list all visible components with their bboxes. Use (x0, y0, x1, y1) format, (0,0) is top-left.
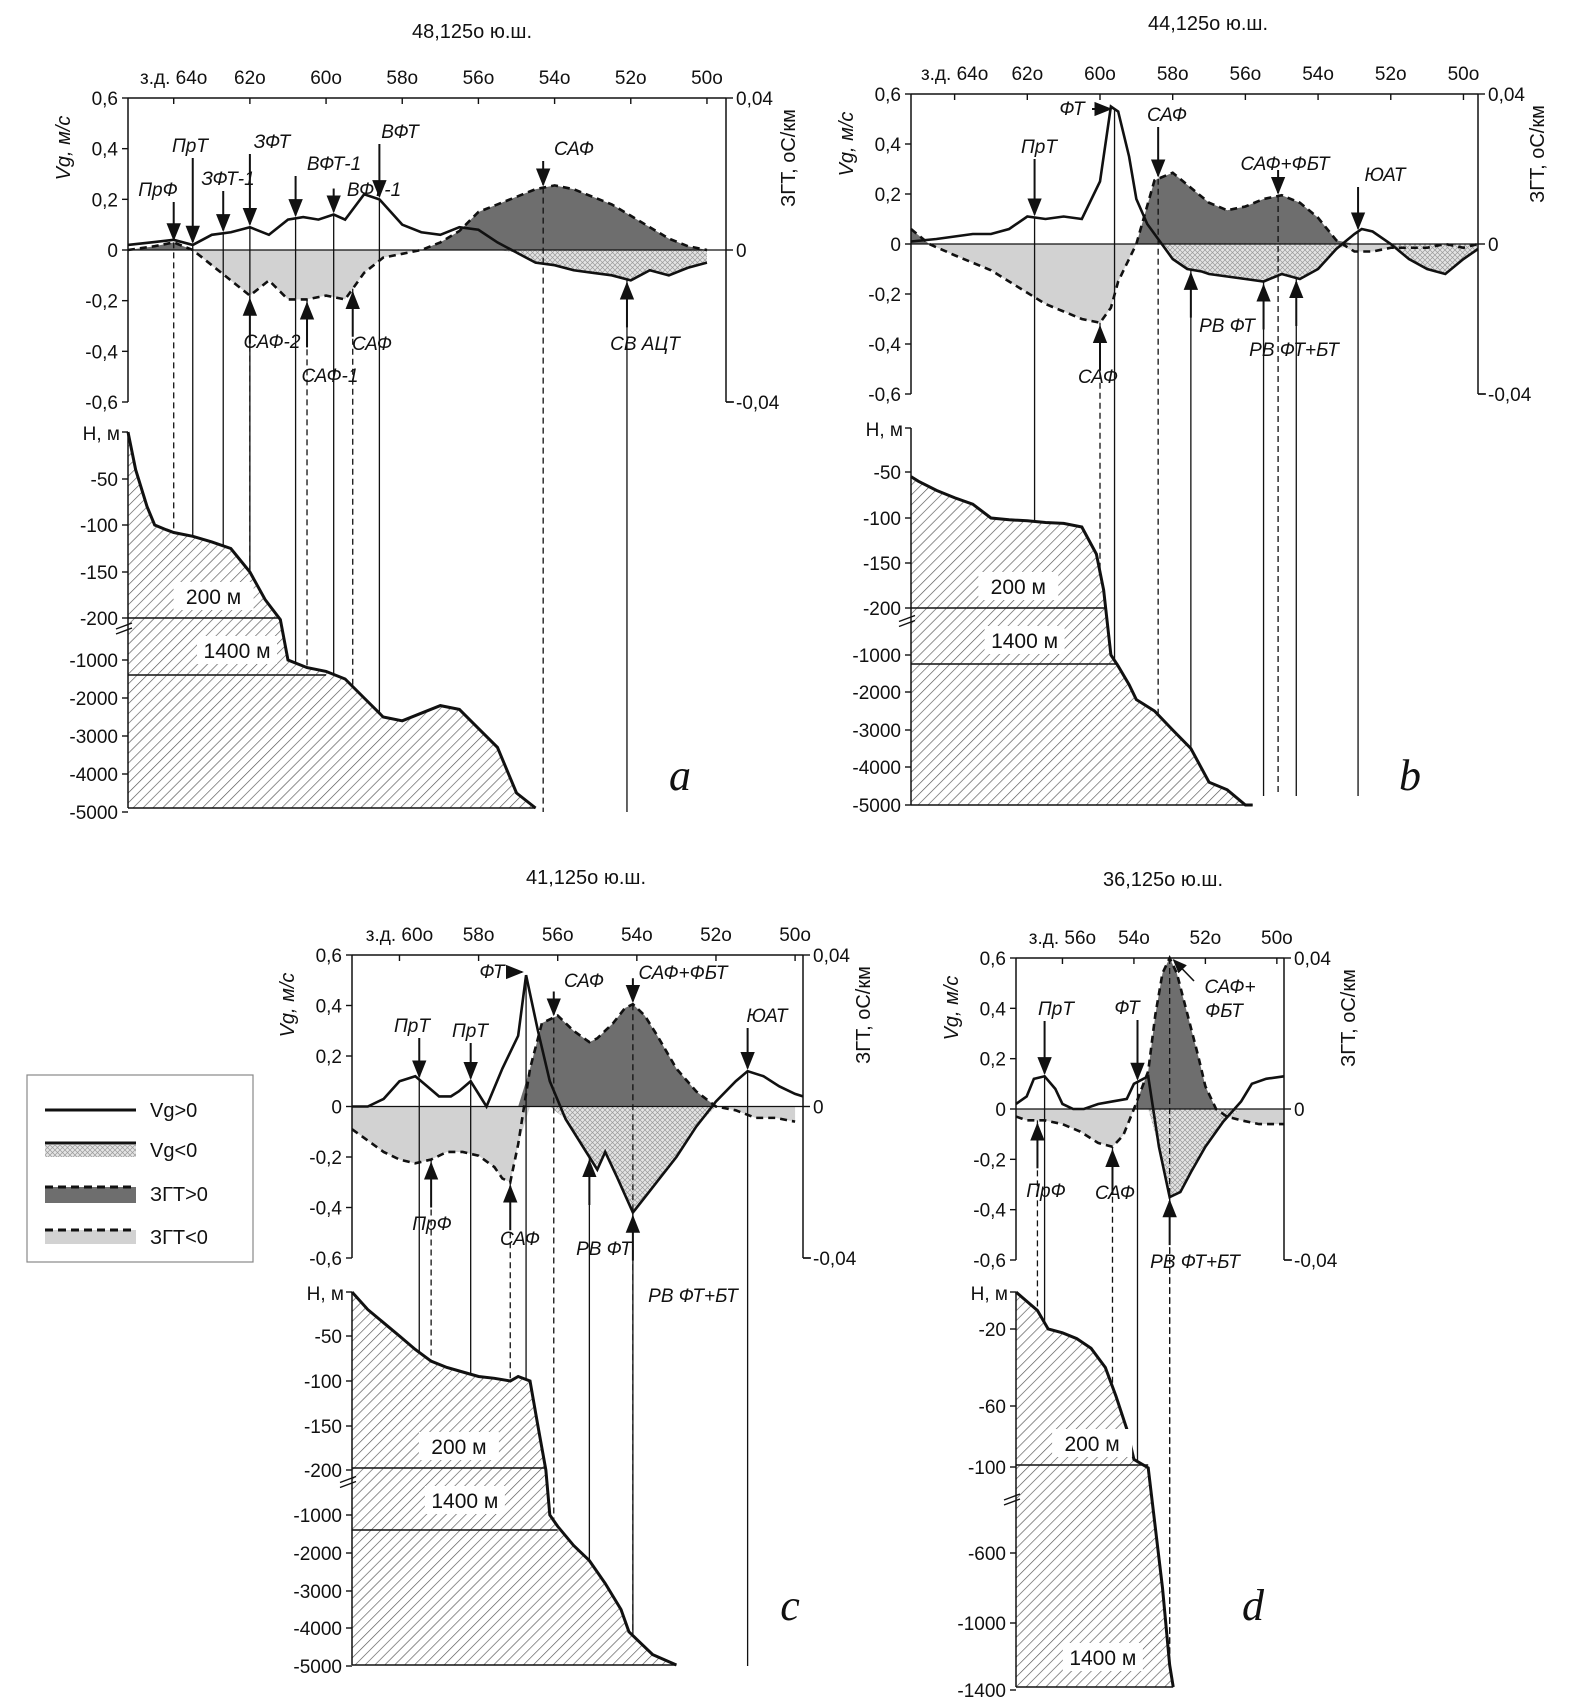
right-axis-title: ЗГТ, оС/км (1527, 105, 1549, 203)
annotation-label: САФ (1094, 1183, 1136, 1204)
panel-letter: c (780, 1581, 800, 1630)
annotation-label: ЮАТ (746, 1006, 788, 1027)
y-tick-label: -0,4 (868, 335, 901, 356)
depth-tick-label: -50 (90, 470, 118, 491)
annotation-label: РВ ФТ+БТ (1150, 1252, 1240, 1273)
annotation-label: ФТ (1059, 99, 1085, 120)
depth-tick-label: -200 (303, 1461, 342, 1482)
right-tick-label: 0 (1488, 235, 1499, 256)
panel-a (53, 21, 800, 824)
annotation-label: ВФТ (381, 122, 419, 143)
panel-title: 44,125о ю.ш. (1147, 13, 1269, 35)
annotation-label: ЗФТ-1 (201, 169, 255, 190)
right-tick-label: 0,04 (813, 946, 850, 967)
panel-content (53, 68, 800, 824)
right-tick-label: 0 (736, 241, 747, 262)
seabed-area (128, 432, 536, 808)
y-tick-label: -0,6 (973, 1251, 1006, 1272)
annotation-label: ФТ (1114, 998, 1140, 1019)
lon-tick-label: 60о (310, 68, 342, 89)
y-tick-label: 0,4 (874, 135, 901, 156)
annotation-label: САФ (563, 971, 605, 992)
depth-tick-label: -200 (79, 609, 118, 630)
legend-box (27, 1075, 253, 1262)
annotation-label: САФ (499, 1229, 541, 1250)
y-tick-label: 0 (995, 1100, 1006, 1121)
depth-tick-label: -100 (79, 516, 118, 537)
y-tick-label: -0,6 (309, 1249, 342, 1270)
layer-label: 1400 м (431, 1490, 499, 1513)
annotation-label: САФ+ФБТ (638, 963, 728, 984)
annotation-label: РВ ФТ+БТ (1249, 340, 1339, 361)
annotation-label: ВФТ-1 (306, 154, 362, 175)
lon-tick-label: 50о (691, 68, 723, 89)
lon-tick-label: 56о (541, 925, 574, 946)
lon-tick-label: 62о (234, 68, 266, 89)
right-tick-label: 0,04 (1488, 85, 1525, 106)
annotation-label: ПрТ (1038, 999, 1074, 1020)
depth-tick-label: -600 (967, 1544, 1006, 1565)
right-axis-title: ЗГТ, оС/км (853, 966, 875, 1064)
y-tick-label: 0 (890, 235, 901, 256)
lon-tick-label: з.д. 56о (1028, 928, 1097, 949)
y-tick-label: 0,2 (315, 1047, 342, 1068)
lon-tick-label: 52о (700, 925, 732, 946)
depth-tick-label: -2000 (69, 689, 118, 710)
right-tick-label: -0,04 (813, 1249, 857, 1270)
lon-tick-label: 50о (779, 925, 811, 946)
annotation-label: ФБТ (1205, 1001, 1243, 1022)
annotation-label: ПрФ (1026, 1181, 1066, 1202)
annotation-label: РВ ФТ+БТ (648, 1286, 738, 1307)
depth-tick-label: -1000 (852, 646, 901, 667)
panel-b (836, 13, 1549, 817)
annotation-label: САФ-2 (243, 332, 301, 353)
depth-tick-label: -50 (873, 463, 901, 484)
layer-label: 1400 м (991, 630, 1059, 653)
y-tick-label: -0,2 (85, 291, 118, 313)
annotation-label: ПрТ (452, 1021, 488, 1042)
y-tick-label: 0,6 (315, 946, 342, 967)
lon-tick-label: 54о (1118, 928, 1150, 949)
right-tick-label: -0,04 (736, 393, 780, 414)
depth-tick-label: -20 (978, 1320, 1006, 1341)
y-tick-label: -0,4 (85, 342, 118, 364)
right-tick-label: 0,04 (1294, 949, 1331, 970)
left-axis-title: Vg, м/с (941, 975, 963, 1041)
annotation-label: ВФТ-1 (346, 180, 402, 201)
right-axis-title: ЗГТ, оС/км (1338, 969, 1360, 1067)
lon-tick-label: 52о (1189, 928, 1222, 949)
y-tick-label: -0,6 (868, 385, 901, 406)
annotation-label: СВ АЦТ (610, 334, 680, 355)
vg-line (1016, 1076, 1284, 1197)
depth-tick-label: -50 (314, 1327, 342, 1348)
annotation-label: САФ+ (1204, 977, 1256, 998)
lon-tick-label: 50о (1447, 64, 1480, 85)
annotation-label: САФ (1077, 367, 1119, 388)
y-tick-label: 0,2 (91, 190, 118, 212)
depth-tick-label: -1000 (957, 1614, 1006, 1635)
y-tick-label: -0,2 (973, 1150, 1006, 1172)
depth-tick-label: -5000 (852, 796, 901, 817)
layer-label: 200 м (185, 586, 242, 609)
y-tick-label: -0,4 (309, 1198, 342, 1220)
legend-label: ЗГТ>0 (150, 1184, 208, 1206)
depth-tick-label: -150 (79, 563, 118, 584)
depth-tick-label: -4000 (852, 758, 901, 779)
y-tick-label: 0,6 (979, 949, 1006, 970)
lon-tick-label: 58о (462, 925, 495, 946)
legend-label: Vg<0 (150, 1140, 198, 1162)
right-tick-label: -0,04 (1488, 385, 1532, 406)
lon-tick-label: з.д. 64о (920, 64, 989, 85)
panel-c (277, 867, 875, 1678)
layer-label: 1400 м (1069, 1647, 1137, 1670)
lon-tick-label: 54о (1302, 64, 1334, 85)
right-tick-label: 0 (813, 1097, 824, 1119)
depth-tick-label: -3000 (69, 727, 118, 748)
lon-tick-label: 50о (1261, 928, 1293, 949)
depth-tick-label: -100 (967, 1458, 1006, 1479)
panel-content (941, 928, 1360, 1700)
lon-tick-label: з.д. 64о (140, 68, 208, 89)
annotation-label: ПрТ (1021, 137, 1057, 158)
panel-content (277, 925, 875, 1678)
panel-letter: b (1399, 751, 1421, 800)
annotation-label: САФ (1146, 105, 1188, 126)
depth-tick-label: -2000 (293, 1544, 342, 1565)
annotation-label: ПрФ (412, 1214, 452, 1235)
depth-tick-label: -2000 (852, 683, 901, 704)
depth-axis-title: Н, м (306, 1284, 344, 1305)
annotation-label: ФТ (479, 962, 505, 983)
seabed-area (352, 1292, 676, 1665)
annotation-label: ПрТ (172, 136, 208, 157)
y-tick-label: 0 (331, 1097, 342, 1119)
lon-tick-label: 60о (1084, 64, 1116, 85)
depth-tick-label: -1000 (293, 1506, 342, 1527)
depth-tick-label: -4000 (69, 765, 118, 786)
panel-letter: a (669, 751, 691, 800)
layer-label: 1400 м (203, 640, 271, 663)
right-axis-title: ЗГТ, оС/км (778, 109, 800, 207)
annotation-label: ПрФ (138, 180, 178, 201)
legend-label: ЗГТ<0 (150, 1227, 208, 1249)
y-tick-label: 0,6 (91, 89, 118, 110)
panel-content (836, 64, 1549, 817)
right-tick-label: 0 (1294, 1100, 1305, 1121)
y-tick-label: 0,2 (874, 185, 901, 206)
annotation-label: ЮАТ (1364, 165, 1406, 186)
lon-tick-label: 58о (1156, 64, 1189, 85)
depth-tick-label: -150 (303, 1417, 342, 1438)
panel-title: 36,125о ю.ш. (1102, 869, 1224, 891)
depth-tick-label: -200 (862, 599, 901, 620)
y-tick-label: 0,4 (315, 996, 342, 1018)
left-axis-title: Vg, м/с (277, 972, 299, 1038)
y-tick-label: 0,4 (91, 139, 118, 161)
y-tick-label: 0 (107, 241, 118, 262)
lon-tick-label: 56о (462, 68, 495, 89)
legend-key-vg-neg-fill (45, 1145, 136, 1157)
legend-label: Vg>0 (150, 1100, 198, 1122)
panel-d (941, 869, 1360, 1700)
depth-tick-label: -5000 (69, 803, 118, 824)
y-tick-label: 0,4 (979, 999, 1006, 1021)
annotation-label: РВ ФТ (576, 1239, 632, 1260)
depth-tick-label: -3000 (293, 1582, 342, 1603)
y-tick-label: -0,2 (309, 1148, 342, 1169)
panel-letter: d (1242, 1581, 1264, 1630)
lon-tick-label: 62о (1011, 64, 1044, 85)
annotation-label: ПрТ (394, 1016, 430, 1037)
lon-tick-label: 54о (620, 925, 653, 946)
y-tick-label: 0,6 (874, 85, 901, 106)
annotation-label: САФ (351, 334, 393, 355)
annotation-label: САФ-1 (301, 366, 359, 387)
depth-axis-title: Н, м (82, 424, 120, 445)
depth-tick-label: -100 (862, 509, 901, 530)
depth-tick-label: -60 (978, 1397, 1006, 1418)
right-tick-label: 0,04 (736, 89, 773, 110)
lon-tick-label: 52о (1374, 64, 1407, 85)
annotation-label: РВ ФТ (1199, 316, 1255, 337)
left-axis-title: Vg, м/с (53, 115, 75, 181)
panel-title: 48,125о ю.ш. (411, 21, 533, 43)
layer-label: 200 м (990, 576, 1046, 599)
annotation-label: САФ+ФБТ (1240, 154, 1330, 175)
depth-tick-label: -150 (862, 554, 901, 575)
panel-title: 41,125о ю.ш. (525, 867, 647, 889)
lon-tick-label: 52о (614, 68, 647, 89)
legend-key-zgt-neg (45, 1230, 136, 1244)
depth-tick-label: -1000 (69, 651, 118, 672)
lon-tick-label: 54о (538, 68, 571, 89)
depth-tick-label: -5000 (293, 1657, 342, 1678)
y-tick-label: -0,2 (868, 285, 901, 306)
left-axis-title: Vg, м/с (836, 111, 858, 177)
layer-label: 200 м (1064, 1433, 1120, 1456)
annotation-label: САФ (553, 139, 595, 160)
depth-tick-label: -4000 (293, 1619, 342, 1640)
y-tick-label: -0,4 (973, 1200, 1006, 1222)
y-tick-label: 0,2 (979, 1049, 1006, 1071)
depth-axis-title: Н, м (865, 420, 903, 441)
right-tick-label: -0,04 (1294, 1251, 1338, 1272)
lon-tick-label: з.д. 60о (365, 925, 434, 946)
depth-axis-title: Н, м (970, 1284, 1008, 1305)
lon-tick-label: 58о (386, 68, 419, 89)
annotation-label: ЗФТ (253, 132, 291, 153)
lon-tick-label: 56о (1229, 64, 1262, 85)
depth-tick-label: -1400 (957, 1681, 1006, 1700)
depth-tick-label: -3000 (852, 721, 901, 742)
legend-key-zgt-pos (45, 1187, 136, 1203)
y-tick-label: -0,6 (85, 393, 118, 414)
depth-tick-label: -100 (303, 1372, 342, 1393)
layer-label: 200 м (431, 1436, 487, 1459)
zgt-positive-area (128, 185, 707, 250)
